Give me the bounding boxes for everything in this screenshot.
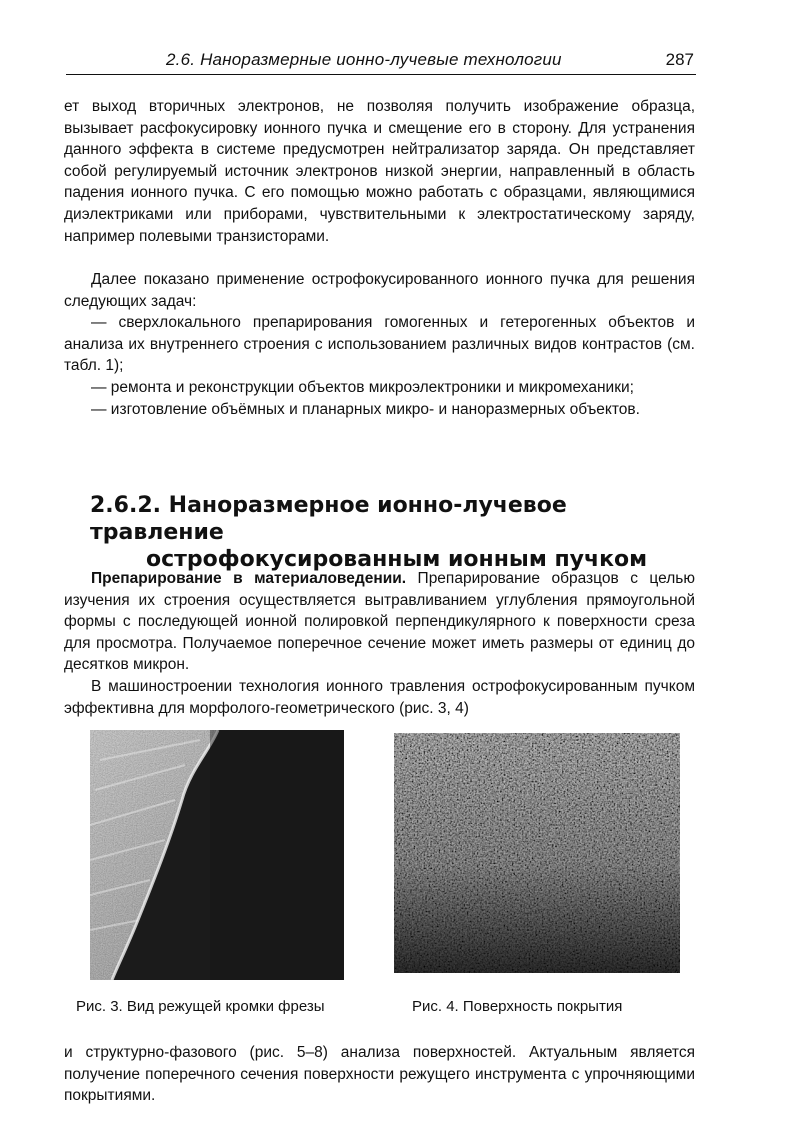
sem-coating-surface-photo-icon xyxy=(394,733,680,973)
prep-block xyxy=(64,568,695,719)
intro-paragraph-text: ет выход вторичных электронов, не позволяя получить изображение образца, вызывает расфокусировку ионного пучка и смещение его в сторону. Для устранения данного эффекта в системе предусмотрен нейтрализатор заряда. Он представляет собой регулируемый источник электронов низкой энергии, направленный в область падения ионного пучка. С его помощью можно работать с образцами, являющимися диэлектриками или приборами, чувствительными к электростатическому заряду, например полевыми транзисторами. xyxy=(64,98,695,245)
task-item-1: — сверхлокального препарирования гомогенных и гетерогенных объектов и анализа их внутреннего строения с использованием различных видов контрастов (см. табл. 1); xyxy=(64,314,695,375)
prep-paragraph-lead: Препарирование в материаловедении. xyxy=(91,570,407,587)
figure-3-image xyxy=(90,730,344,980)
section-heading-line2: острофокусированным ионным пучком xyxy=(146,547,648,572)
tasks-block xyxy=(64,269,695,420)
figure-3-caption: Рис. 3. Вид режущей кромки фрезы xyxy=(76,998,325,1015)
figure-4-caption: Рис. 4. Поверхность покрытия xyxy=(412,998,623,1015)
page-number: 287 xyxy=(665,50,694,69)
task-item-3: — изготовление объёмных и планарных микро- и наноразмерных объектов. xyxy=(91,400,640,418)
section-heading-line1: 2.6.2. Наноразмерное ионно-лучевое травление xyxy=(90,493,567,545)
closing-paragraph-text: и структурно-фазового (рис. 5–8) анализа поверхностей. Актуальным является получение поперечного сечения поверхности режущего инструмента с упрочняющими покрытиями. xyxy=(64,1044,695,1105)
prep-paragraph-text: Препарирование образцов с целью изучения их строения осуществляется вытравливанием углубления прямоугольной формы с последующей ионной полировкой перпендикулярного к поверхности среза для просмотра. Получаемое поперечное сечение может иметь размеры от единиц до десятков микрон. xyxy=(64,570,695,674)
closing-paragraph xyxy=(64,1042,695,1107)
prep-paragraph xyxy=(64,568,695,676)
intro-paragraph xyxy=(64,96,695,247)
figure-4-image xyxy=(394,733,680,973)
machine-paragraph: В машиностроении технология ионного травления острофокусированным пучком эффективна для морфолого-геометрического (рис. 3, 4) xyxy=(64,677,695,717)
task-item-2: — ремонта и реконструкции объектов микроэлектроники и микромеханики; xyxy=(91,378,634,396)
running-header xyxy=(66,48,696,75)
sem-cutting-edge-photo-icon xyxy=(90,730,344,980)
tasks-intro: Далее показано применение острофокусированного ионного пучка для решения следующих задач: xyxy=(64,271,695,310)
running-title: 2.6. Наноразмерные ионно-лучевые технологии xyxy=(166,50,562,69)
section-heading xyxy=(90,492,690,573)
